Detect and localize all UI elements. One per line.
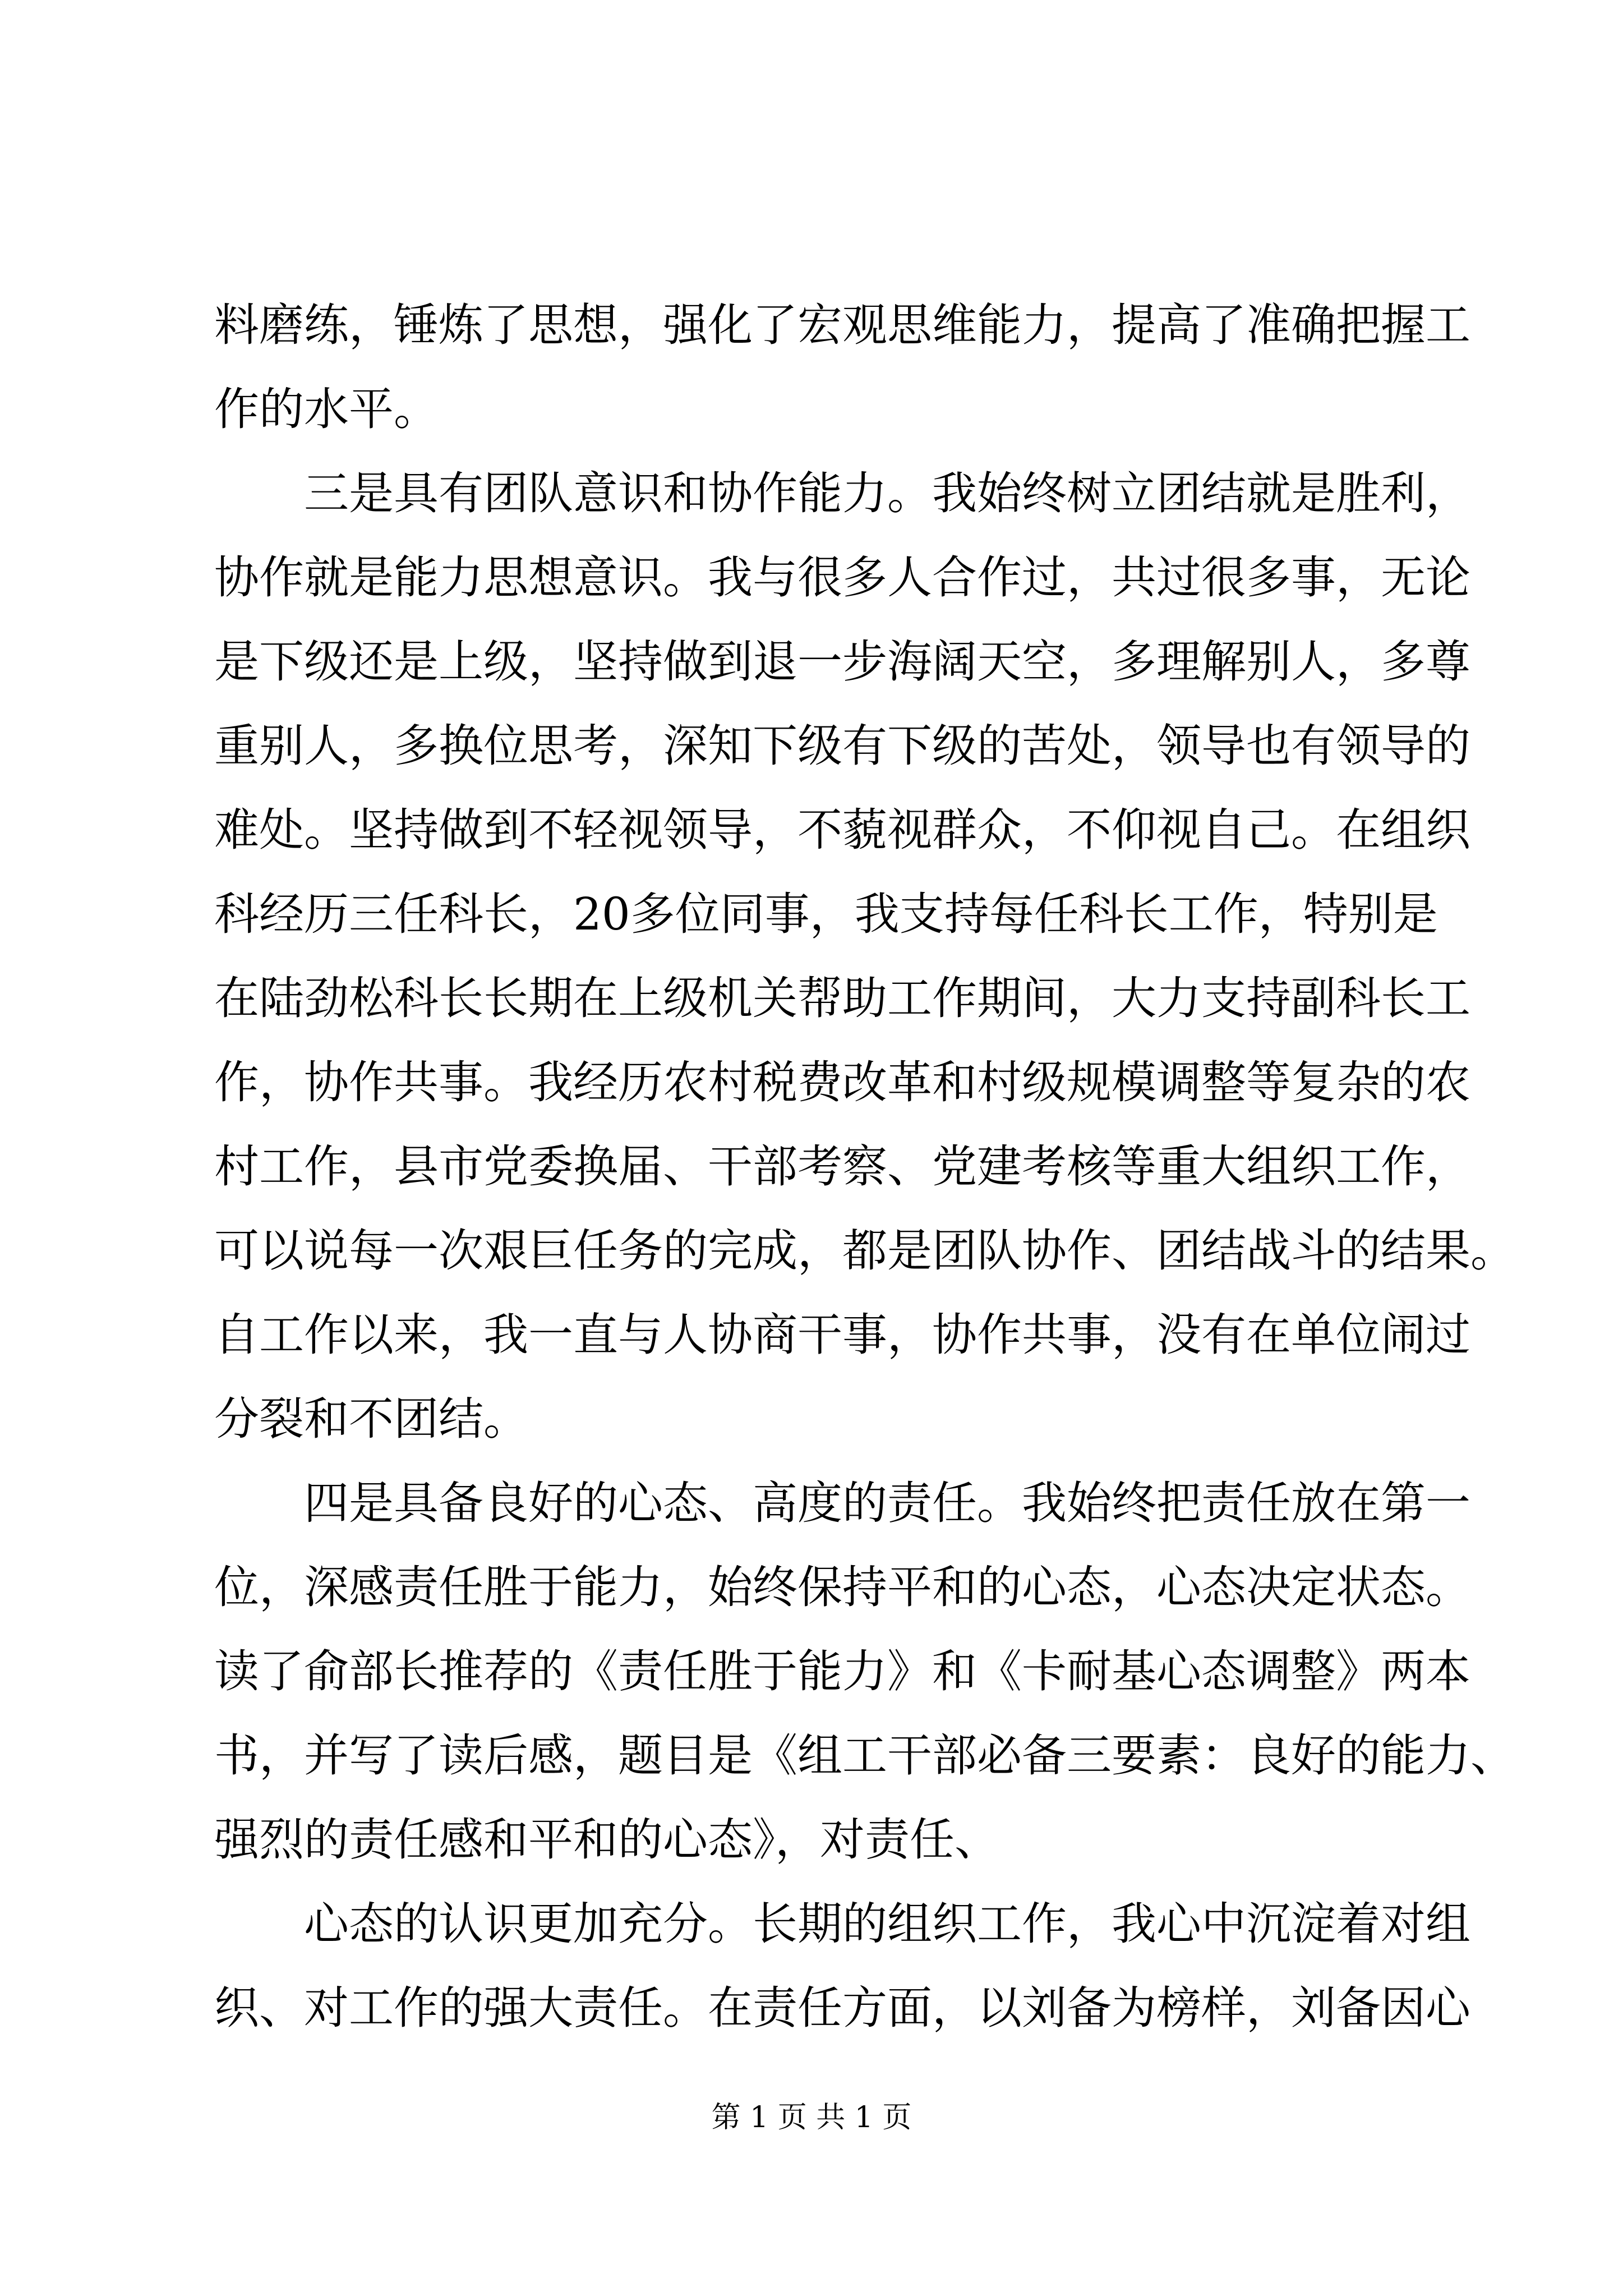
text-line: 位，深感责任胜于能力，始终保持平和的心态，心态决定状态。	[214, 1561, 1470, 1613]
text-line: 心态的认识更加充分。长期的组织工作，我心中沉淀着对组	[304, 1898, 1470, 1950]
paragraph	[214, 1461, 1515, 1882]
paragraph	[214, 1882, 1470, 2050]
text-line: 料磨练，锤炼了思想，强化了宏观思维能力，提高了准确把握工	[214, 299, 1470, 351]
text-line: 作，协作共事。我经历农村税费改革和村级规模调整等复杂的农	[214, 1056, 1470, 1108]
text-line: 强烈的责任感和平和的心态》，对责任、	[214, 1814, 999, 1866]
text-line: 作的水平。	[214, 383, 439, 435]
text-line: 难处。坚持做到不轻视领导，不藐视群众，不仰视自己。在组织	[214, 804, 1470, 856]
text-line: 自工作以来，我一直与人协商干事，协作共事，没有在单位闹过	[214, 1309, 1470, 1361]
text-line: 四是具备良好的心态、高度的责任。我始终把责任放在第一	[304, 1477, 1470, 1529]
text-line: 村工作，县市党委换届、干部考察、党建考核等重大组织工作，	[214, 1140, 1470, 1193]
text-line: 分裂和不团结。	[214, 1393, 528, 1445]
text-line: 科经历三任科长，20多位同事，我支持每任科长工作，特别是	[214, 888, 1438, 940]
page-number-footer: 第 1 页 共 1 页	[711, 2101, 912, 2134]
text-line: 重别人，多换位思考，深知下级有下级的苦处，领导也有领导的	[214, 720, 1470, 772]
paragraph	[214, 283, 1470, 452]
text-line: 协作就是能力思想意识。我与很多人合作过，共过很多事，无论	[214, 551, 1470, 604]
text-line: 三是具有团队意识和协作能力。我始终树立团结就是胜利，	[304, 467, 1470, 519]
document-body	[214, 283, 1515, 2050]
text-line: 是下级还是上级，坚持做到退一步海阔天空，多理解别人，多尊	[214, 636, 1470, 688]
paragraph	[214, 452, 1515, 1461]
text-line: 书，并写了读后感，题目是《组工干部必备三要素：良好的能力、	[214, 1729, 1515, 1782]
text-line: 读了俞部长推荐的《责任胜于能力》和《卡耐基心态调整》两本	[214, 1645, 1470, 1697]
text-line: 可以说每一次艰巨任务的完成，都是团队协作、团结战斗的结果。	[214, 1225, 1515, 1277]
text-line: 织、对工作的强大责任。在责任方面，以刘备为榜样，刘备因心	[214, 1982, 1470, 2034]
text-line: 在陆劲松科长长期在上级机关帮助工作期间，大力支持副科长工	[214, 972, 1470, 1024]
